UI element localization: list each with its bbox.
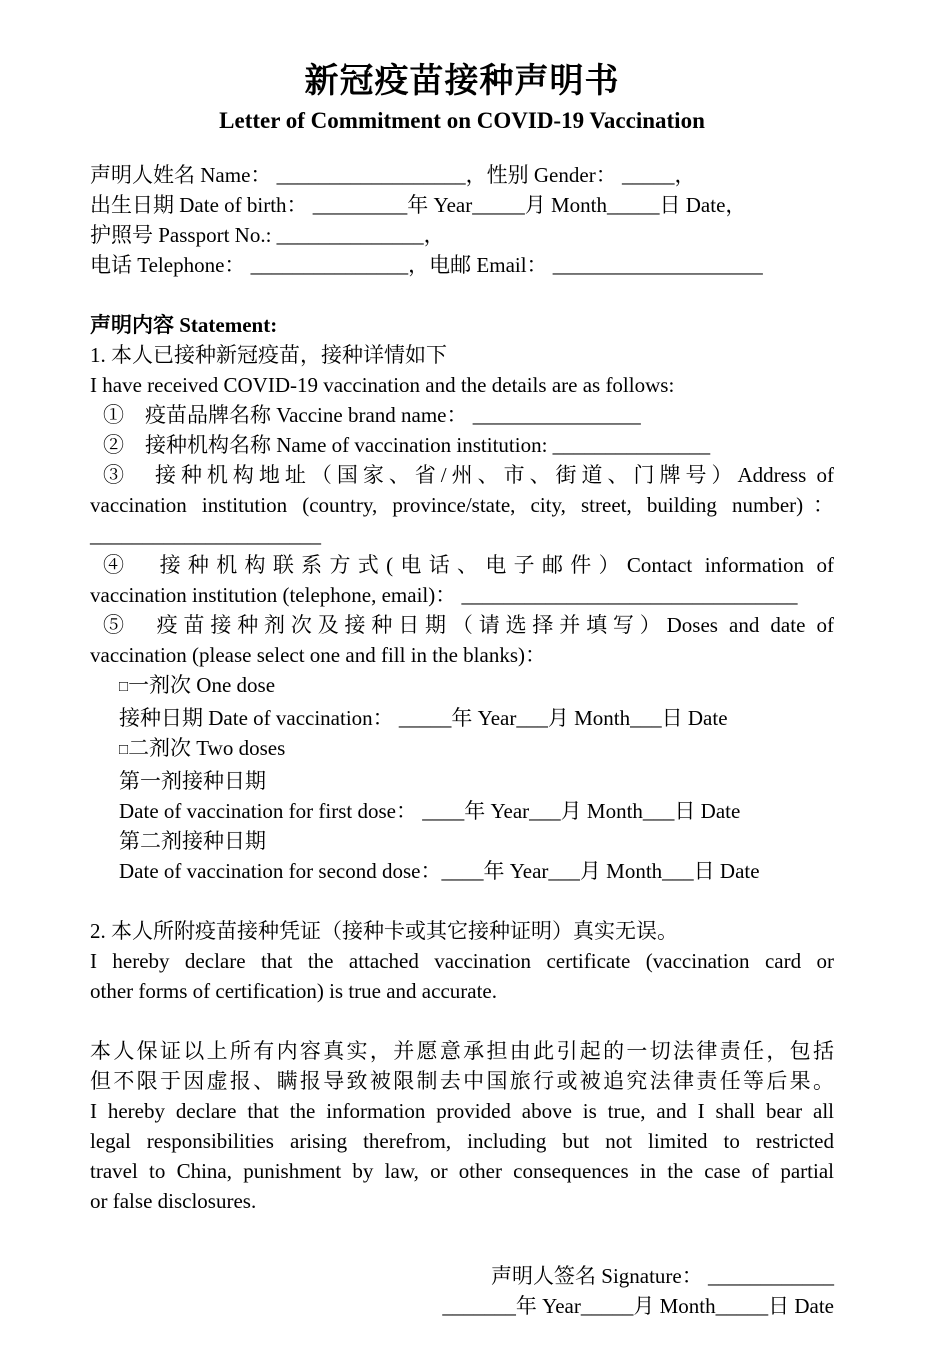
item-institution-address-line2: vaccination institution (country, province/state, city, street, building number)： xyxy=(90,493,834,517)
signature-line: 声明人签名 Signature： ____________ xyxy=(491,1264,834,1288)
signature-section xyxy=(90,1261,834,1321)
title-chinese: 新冠疫苗接种声明书 xyxy=(304,63,620,100)
item-vaccine-brand: ① 疫苗品牌名称 Vaccine brand name： ________________ xyxy=(103,403,641,427)
two-doses-label: 二剂次 Two doses xyxy=(128,736,286,760)
second-dose-label-zh: 第二剂接种日期 xyxy=(119,829,266,853)
title-english: Letter of Commitment on COVID-19 Vaccination xyxy=(219,108,705,133)
statement-header: 声明内容 Statement: xyxy=(90,313,278,337)
pledge-section xyxy=(90,1036,834,1216)
statement-2-zh: 2. 本人所附疫苗接种凭证（接种卡或其它接种证明）真实无误。 xyxy=(90,919,678,943)
signature-date-line: _______年 Year_____月 Month_____日 Date xyxy=(442,1294,834,1318)
item-institution-contact-line2: vaccination institution (telephone, email)： ________________________________ xyxy=(90,583,798,607)
statement-2-en-line2: other forms of certification) is true and accurate. xyxy=(90,979,497,1003)
one-dose-checkbox-icon[interactable]: □ xyxy=(119,679,129,695)
item-institution-address-line1: ③ 接种机构地址（国家、省/州、市、街道、门牌号）Address of xyxy=(103,463,834,487)
telephone-email-line: 电话 Telephone： _______________，电邮 Email： ____________________ xyxy=(90,253,763,277)
item-institution-name: ② 接种机构名称 Name of vaccination institution: _______________ xyxy=(103,433,711,457)
statement-1-section xyxy=(90,340,834,886)
personal-info-section xyxy=(90,160,834,280)
pledge-zh-line2: 但不限于因虚报、瞒报导致被限制去中国旅行或被追究法律责任等后果。 xyxy=(90,1069,834,1093)
name-gender-line: 声明人姓名 Name： __________________，性别 Gender： _____， xyxy=(90,163,696,187)
pledge-zh-line1: 本人保证以上所有内容真实，并愿意承担由此引起的一切法律责任，包括 xyxy=(90,1039,834,1063)
item-institution-address-blank: ______________________ xyxy=(90,523,321,547)
statement-2-section xyxy=(90,916,834,1006)
item-doses-line1: ⑤ 疫苗接种剂次及接种日期（请选择并填写）Doses and date of xyxy=(103,613,834,637)
second-dose-date-line: Date of vaccination for second dose：____年 Year___月 Month___日 Date xyxy=(119,859,760,883)
one-dose-option xyxy=(90,670,834,703)
one-dose-label: 一剂次 One dose xyxy=(128,673,276,697)
first-dose-date-line: Date of vaccination for first dose： ____年 Year___月 Month___日 Date xyxy=(119,799,741,823)
statement-1-zh: 1. 本人已接种新冠疫苗，接种详情如下 xyxy=(90,343,447,367)
item-institution-contact-line1: ④ 接种机构联系方式(电话、电子邮件）Contact information of xyxy=(103,553,834,577)
statement-1-en: I have received COVID-19 vaccination and the details are as follows: xyxy=(90,373,675,397)
pledge-en-line3: travel to China, punishment by law, or other consequences in the case of partial xyxy=(90,1159,834,1183)
one-dose-date-line: 接种日期 Date of vaccination： _____年 Year___月 Month___日 Date xyxy=(119,706,728,730)
item-doses-line2: vaccination (please select one and fill in the blanks)： xyxy=(90,643,547,667)
two-doses-option xyxy=(90,733,834,766)
passport-line: 护照号 Passport No.: ______________， xyxy=(90,223,445,247)
pledge-en-line2: legal responsibilities arising therefrom, including but not limited to restricted xyxy=(90,1129,834,1153)
date-of-birth-line: 出生日期 Date of birth： _________年 Year_____月 Month_____日 Date， xyxy=(90,193,747,217)
two-doses-checkbox-icon[interactable]: □ xyxy=(119,742,129,758)
statement-2-en-line1: I hereby declare that the attached vaccination certificate (vaccination card or xyxy=(90,949,834,973)
pledge-en-line4: or false disclosures. xyxy=(90,1189,257,1213)
first-dose-label-zh: 第一剂接种日期 xyxy=(119,769,266,793)
pledge-en-line1: I hereby declare that the information provided above is true, and I shall bear all xyxy=(90,1099,834,1123)
